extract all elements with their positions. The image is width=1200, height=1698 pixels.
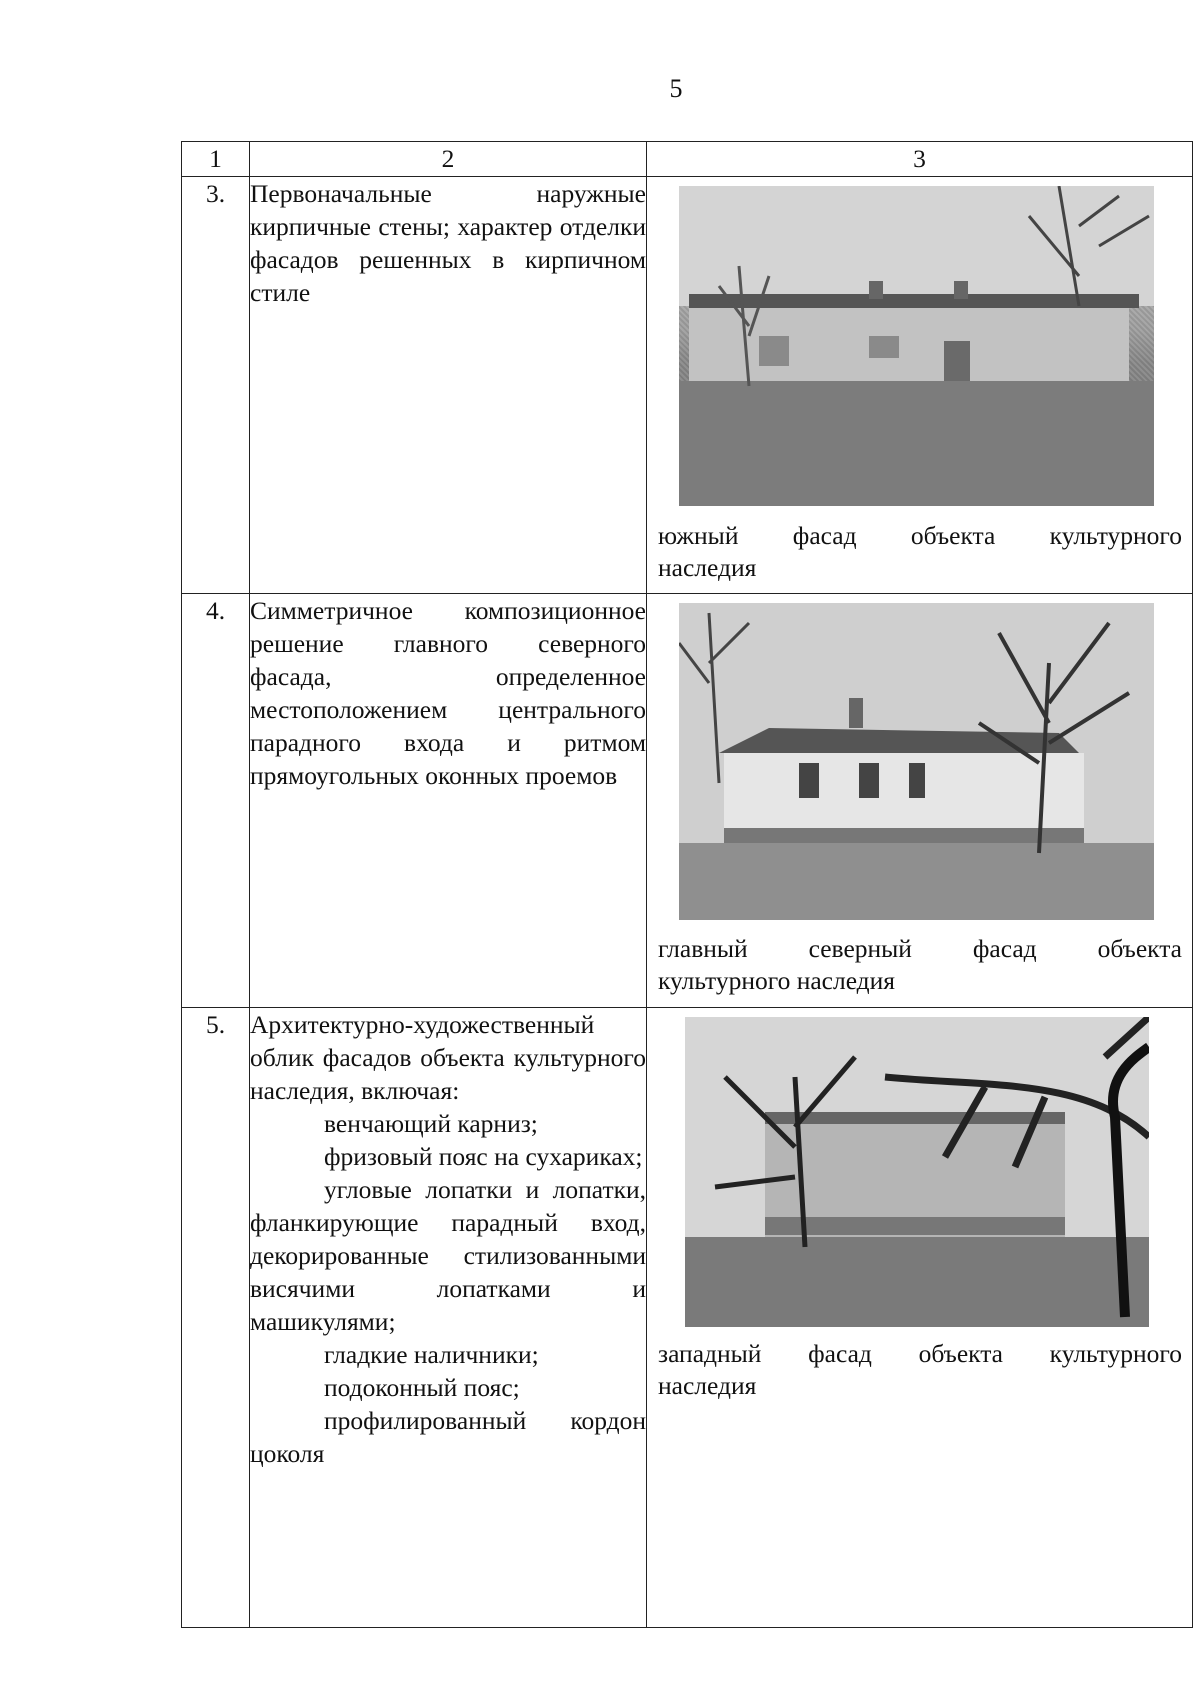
- table-row: [182, 177, 1193, 594]
- photo-caption: [658, 1338, 1182, 1402]
- row-number: 4.: [182, 594, 250, 1008]
- photo-caption: [658, 520, 1182, 584]
- description-text: Симметричное композиционное решение главного северного фасада, определенное местоположением центрального парадного входа и ритмом прямоугольных оконных проемов: [250, 596, 646, 790]
- list-item: профилированный кордон цоколя: [250, 1406, 646, 1468]
- table-row: [182, 1008, 1193, 1628]
- list-item: угловые лопатки и лопатки, фланкирующие парадный вход, декорированные стилизованными висячими лопатками и машикулями;: [250, 1175, 646, 1336]
- caption-line-1: главный северный фасад объекта: [658, 934, 1182, 963]
- photo-cell: [647, 1008, 1193, 1628]
- list-item: подоконный пояс;: [324, 1373, 520, 1402]
- list-item: венчающий карниз;: [324, 1109, 538, 1138]
- row-number: 5.: [182, 1008, 250, 1628]
- caption-line-2: культурного наследия: [658, 966, 896, 995]
- photo-cell: [647, 177, 1193, 594]
- row-description: [250, 1008, 647, 1628]
- list-item: гладкие наличники;: [324, 1340, 539, 1369]
- heritage-features-table: [181, 141, 1193, 1628]
- list-item: фризовый пояс на сухариках;: [324, 1142, 643, 1171]
- description-text: Первоначальные наружные кирпичные стены; характер отделки фасадов решенных в кирпичном стиле: [250, 179, 646, 307]
- north-facade-photo-icon: [679, 603, 1154, 920]
- row-number: 3.: [182, 177, 250, 594]
- photo-caption: [658, 933, 1182, 997]
- caption-line-2: наследия: [658, 553, 757, 582]
- south-facade-photo-icon: [679, 186, 1154, 506]
- header-col-1: 1: [182, 142, 250, 177]
- header-col-2: 2: [250, 142, 647, 177]
- table-row: [182, 594, 1193, 1008]
- photo-cell: [647, 594, 1193, 1008]
- description-intro: Архитектурно-художественный облик фасадов объекта культурного наследия, включая:: [250, 1010, 646, 1105]
- row-description: [250, 177, 647, 594]
- row-description: [250, 594, 647, 1008]
- page-number: 5: [669, 74, 683, 103]
- west-facade-photo-icon: [685, 1017, 1149, 1327]
- table-header-row: [182, 142, 1193, 177]
- caption-line-1: южный фасад объекта культурного: [658, 521, 1182, 550]
- header-col-3: 3: [647, 142, 1193, 177]
- caption-line-2: наследия: [658, 1371, 757, 1400]
- caption-line-1: западный фасад объекта культурного: [658, 1339, 1182, 1368]
